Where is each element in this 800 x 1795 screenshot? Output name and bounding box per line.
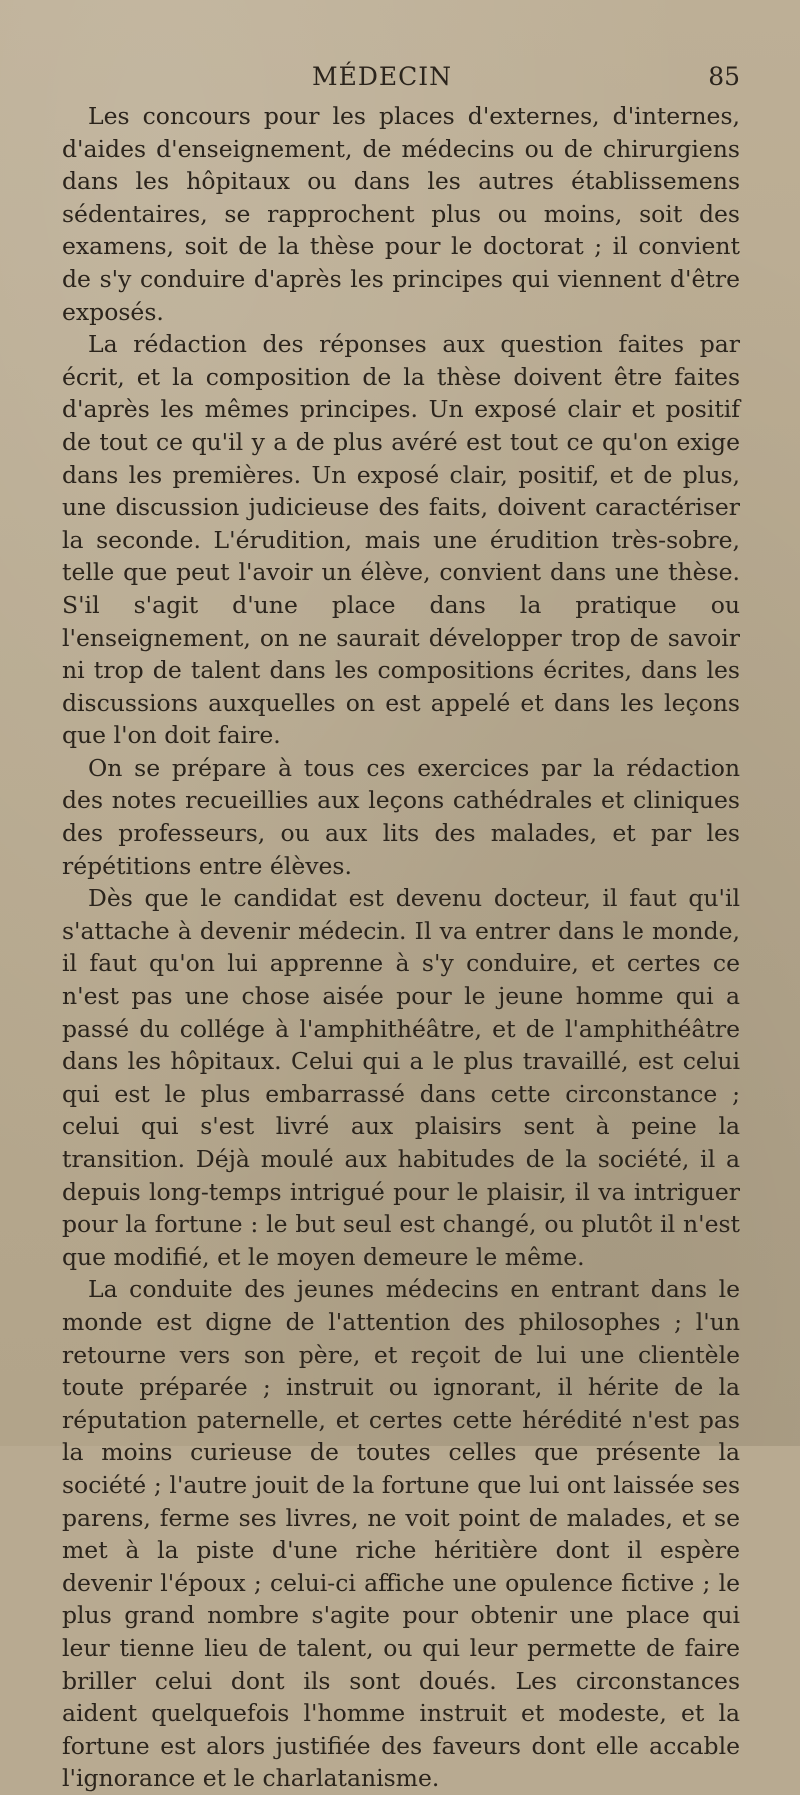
paragraph: Dès que le candidat est devenu docteur, il faut qu'il s'attache à devenir médecin. Il va entrer dans le monde, il faut qu'on lui apprenne à s'y conduire, et certes ce n'est pas une chose aisée pour le jeune homme qui a passé du collége à l'amphithéâtre, et de l'amphithéâtre dans les hôpitaux. Celui qui a le plus travaillé, est celui qui est le plus embarrassé dans cette circonstance ; celui qui s'est livré aux plaisirs sent à peine la transition. Déjà moulé aux habitudes de la société, il a depuis long-temps intrigué pour le plaisir, il va intriguer pour la fortune : le but seul est changé, ou plutôt il n'est que modifié, et le moyen demeure le même.: [62, 884, 740, 1271]
paragraph: La rédaction des réponses aux question faites par écrit, et la composition de la thèse doivent être faites d'après les mêmes principes. Un exposé clair et positif de tout ce qu'il y a de plus avéré est tout ce qu'on exige dans les premières. Un exposé clair, positif, et de plus, une discussion judicieuse des faits, doivent caractériser la seconde. L'érudition, mais une érudition très-sobre, telle que peut l'avoir un élève, convient dans une thèse. S'il s'agit d'une place dans la pratique ou l'enseignement, on ne saurait développer trop de savoir ni trop de talent dans les compositions écrites, dans les discussions auxquelles on est appelé et dans les leçons que l'on doit faire.: [62, 330, 740, 750]
page-number: 85: [708, 62, 740, 91]
paragraph: Les concours pour les places d'externes, d'internes, d'aides d'enseignement, de médecins ou de chirurgiens dans les hôpitaux ou dans les autres établissemens sédentaires, se rapprochent plus ou moins, soit des examens, soit de la thèse pour le doctorat ; il convient de s'y conduire d'après les principes qui viennent d'être exposés.: [62, 102, 740, 326]
paragraph: La conduite des jeunes médecins en entrant dans le monde est digne de l'attention des philosophes ; l'un retourne vers son père, et reçoit de lui une clientèle toute préparée ; instruit ou ignorant, il hérite de la réputation paternelle, et certes cette hérédité n'est pas la moins curieuse de toutes celles que présente la société ; l'autre jouit de la fortune que lui ont laissée ses parens, ferme ses livres, ne voit point de malades, et se met à la piste d'une riche héritière dont il espère devenir l'époux ; celui-ci affiche une opulence fictive ; le plus grand nombre s'agite pour obtenir une place qui leur tienne lieu de talent, ou qui leur permette de faire briller celui dont ils sont doués. Les circonstances aident quelquefois l'homme instruit et modeste, et la fortune est alors justifiée des faveurs dont elle accable l'ignorance et le charlatanisme.: [62, 1275, 740, 1793]
paragraph: On se prépare à tous ces exercices par la rédaction des notes recueillies aux leçons cathédrales et cliniques des professeurs, ou aux lits des malades, et par les répétitions entre élèves.: [62, 753, 740, 880]
running-title: MÉDECIN: [312, 62, 453, 91]
page-header: [62, 62, 740, 100]
body-text: [62, 100, 740, 1795]
